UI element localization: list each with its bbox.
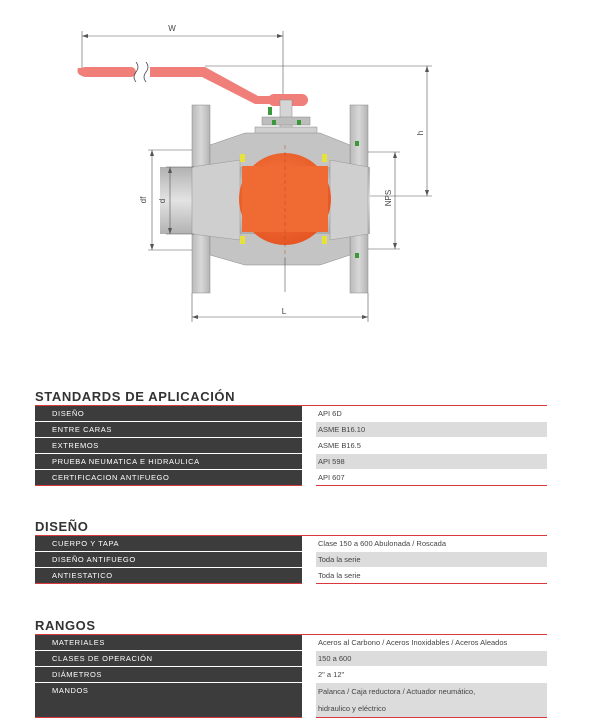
spec-table [35, 635, 547, 718]
row-key: EXTREMOS [35, 438, 302, 454]
handle-lever [78, 62, 309, 106]
valve-drawing [0, 0, 600, 340]
row-key: CUERPO Y TAPA [35, 536, 302, 552]
section-title: DISEÑO [35, 519, 89, 534]
row-value: API 6D [316, 406, 547, 422]
section-title: RANGOS [35, 618, 96, 633]
row-key: CERTIFICACION ANTIFUEGO [35, 470, 302, 486]
spec-table [35, 406, 547, 486]
row-value: ASME B16.10 [316, 422, 547, 438]
dimension-l [192, 293, 368, 322]
row-value: Clase 150 a 600 Abulonada / Roscada [316, 536, 547, 552]
dim-label-w: W [168, 24, 176, 33]
row-key: DIÁMETROS [35, 667, 302, 683]
table-row [35, 470, 547, 486]
row-value-line: Palanca / Caja reductora / Actuador neumático, [318, 687, 476, 696]
row-value: 2" a 12" [316, 667, 547, 683]
dimension-nps [368, 152, 400, 249]
row-value: API 607 [316, 470, 547, 486]
row-key: DISEÑO ANTIFUEGO [35, 552, 302, 568]
section-diseno [35, 519, 547, 584]
row-value: Aceros al Carbono / Aceros Inoxidables / Aceros Aleados [316, 635, 547, 651]
section-rangos [35, 618, 547, 718]
row-key: PRUEBA NEUMATICA E HIDRAULICA [35, 454, 302, 470]
dim-label-l: L [281, 307, 287, 316]
row-value: Toda la serie [316, 568, 547, 584]
table-row [35, 552, 547, 568]
table-row [35, 667, 547, 683]
row-value-line: hidraulico y eléctrico [318, 704, 386, 713]
table-row [35, 683, 547, 718]
row-key: DISEÑO [35, 406, 302, 422]
dim-label-d: d [158, 198, 167, 204]
row-value: 150 a 600 [316, 651, 547, 667]
row-key: ANTIESTATICO [35, 568, 302, 584]
row-value: Toda la serie [316, 552, 547, 568]
table-row [35, 422, 547, 438]
row-key: MATERIALES [35, 635, 302, 651]
table-row [35, 536, 547, 552]
table-row [35, 438, 547, 454]
row-key: ENTRE CARAS [35, 422, 302, 438]
table-row [35, 635, 547, 651]
row-key: MANDOS [35, 683, 302, 718]
table-row [35, 454, 547, 470]
row-value [316, 683, 547, 718]
row-value: API 598 [316, 454, 547, 470]
table-row [35, 651, 547, 667]
dimension-w [82, 24, 283, 100]
spec-table [35, 536, 547, 584]
table-row [35, 406, 547, 422]
section-standards [35, 389, 547, 486]
dim-label-h: h [416, 130, 425, 136]
valve-body [160, 105, 370, 293]
row-value: ASME B16.5 [316, 438, 547, 454]
dim-label-df: df [139, 196, 148, 204]
section-title: STANDARDS DE APLICACIÓN [35, 389, 236, 404]
dim-label-nps: NPS [384, 189, 393, 207]
row-key: CLASES DE OPERACIÓN [35, 651, 302, 667]
table-row [35, 568, 547, 584]
